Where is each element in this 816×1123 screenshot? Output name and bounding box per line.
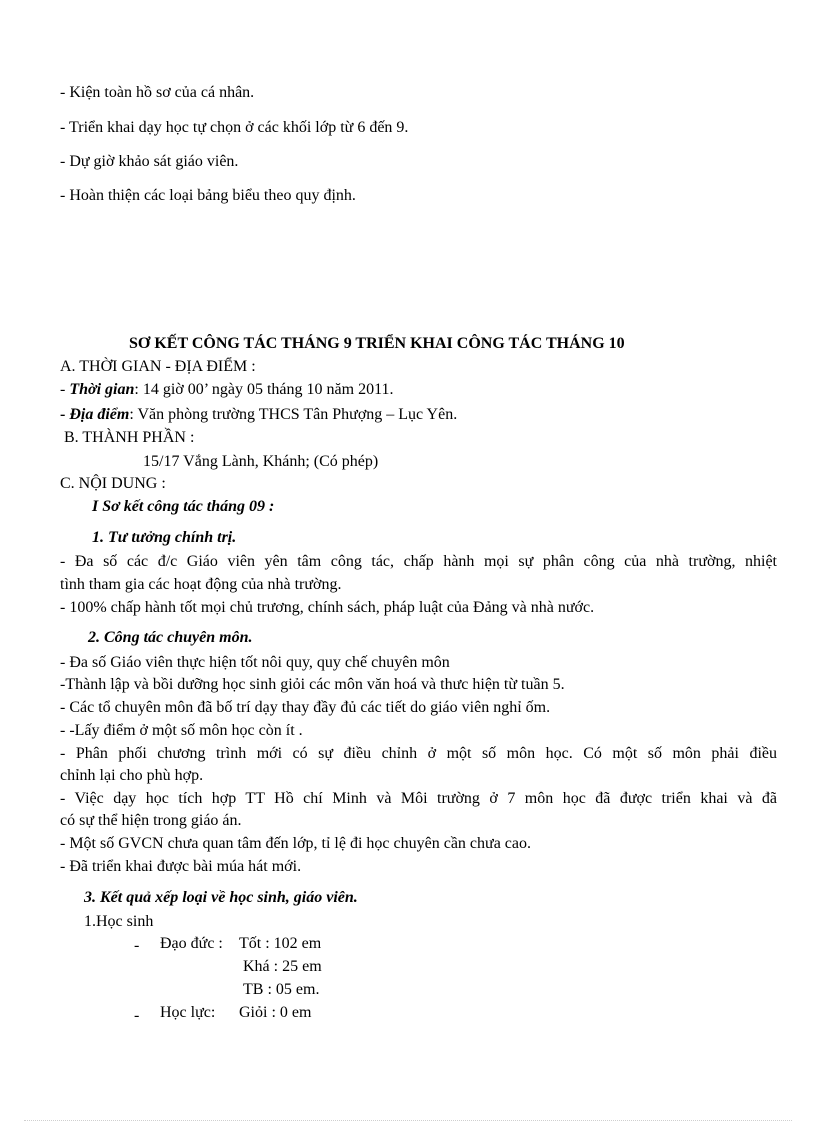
conduct-good: Tốt : 102 em <box>239 935 322 952</box>
page-bottom-divider <box>24 1120 792 1121</box>
part2-item-continued: chỉnh lại cho phù hợp. <box>60 767 204 784</box>
section-c-subheading: I Sơ kết công tác tháng 09 : <box>92 498 275 515</box>
part2-item: -Thành lập và bồi dưỡng học sinh giỏi các môn văn hoá và thưc hiện từ tuần 5. <box>60 676 565 693</box>
place-row: - Địa điểm: Văn phòng trường THCS Tân Phượng – Lục Yên. <box>60 406 458 423</box>
conduct-fair: Khá : 25 em <box>243 958 322 975</box>
part2-item: - Việc dạy học tích hợp TT Hồ chí Minh và Môi trường ở 7 môn học đã được triển khai và đã <box>60 790 777 807</box>
part1-paragraph: - 100% chấp hành tốt mọi chủ trương, chính sách, pháp luật của Đảng và nhà nước. <box>60 599 595 616</box>
students-heading: 1.Học sinh <box>84 913 154 930</box>
part1-paragraph-line: - Đa số các đ/c Giáo viên yên tâm công tác, chấp hành mọi sự phân công của nhà trường, nhiệt <box>60 553 777 570</box>
part2-item: - Đa số Giáo viên thực hiện tốt nôi quy, quy chế chuyên môn <box>60 654 450 671</box>
attendance: 15/17 Vắng Lành, Khánh; (Có phép) <box>143 453 379 470</box>
section-a-heading <box>60 357 256 377</box>
time-value: : 14 giờ 00’ ngày 05 tháng 10 năm 2011. <box>134 381 394 398</box>
part2-item-continued: có sự thể hiện trong giáo án. <box>60 812 242 829</box>
part2-item: - Một số GVCN chưa quan tâm đến lớp, tỉ lệ đi học chuyên cần chưa cao. <box>60 835 532 852</box>
top-list-item: - Dự giờ khảo sát giáo viên. <box>60 153 239 170</box>
part1-paragraph-line: tình tham gia các hoạt động của nhà trường. <box>60 576 342 593</box>
top-list-item: - Hoàn thiện các loại bảng biểu theo quy định. <box>60 187 356 204</box>
top-list-item: - Kiện toàn hồ sơ của cá nhân. <box>60 84 255 101</box>
bullet-mark: - <box>134 1007 140 1024</box>
time-label: Thời gian <box>69 381 135 398</box>
place-value: : Văn phòng trường THCS Tân Phượng – Lục Yên. <box>129 406 458 423</box>
conduct-label: Đạo đức : <box>160 935 223 952</box>
section-b-heading: B. THÀNH PHẦN : <box>64 429 195 446</box>
conduct-average: TB : 05 em. <box>243 981 320 998</box>
part2-item: - Phân phối chương trình mới có sự điều chỉnh ở một số môn học. Có một số môn phải điều <box>60 745 777 762</box>
academic-label: Học lực: <box>160 1004 216 1021</box>
place-label: Địa điểm <box>69 406 130 423</box>
section-a-heading-text: A. THỜI GIAN - ĐỊA ĐIỂM : <box>60 358 256 375</box>
part3-heading: 3. Kết quả xếp loại về học sinh, giáo viên. <box>84 889 358 906</box>
section-c-heading: C. NỘI DUNG : <box>60 475 166 492</box>
report-title: SƠ KẾT CÔNG TÁC THÁNG 9 TRIỂN KHAI CÔNG TÁC THÁNG 10 <box>129 335 625 352</box>
academic-excellent: Giỏi : 0 em <box>239 1004 312 1021</box>
bullet-mark: - <box>134 937 140 954</box>
part2-item: - Đã triển khai được bài múa hát mới. <box>60 858 302 875</box>
time-row: - Thời gian: 14 giờ 00’ ngày 05 tháng 10 năm 2011. <box>60 381 394 398</box>
part2-heading: 2. Công tác chuyên môn. <box>88 629 253 646</box>
part2-item: - -Lấy điểm ở một số môn học còn ít . <box>60 722 303 739</box>
top-list-item: - Triển khai dạy học tự chọn ở các khối lớp từ 6 đến 9. <box>60 119 409 136</box>
part1-heading: 1. Tư tưởng chính trị. <box>92 529 237 546</box>
part2-item: - Các tổ chuyên môn đã bố trí dạy thay đầy đủ các tiết do giáo viên nghỉ ốm. <box>60 699 551 716</box>
